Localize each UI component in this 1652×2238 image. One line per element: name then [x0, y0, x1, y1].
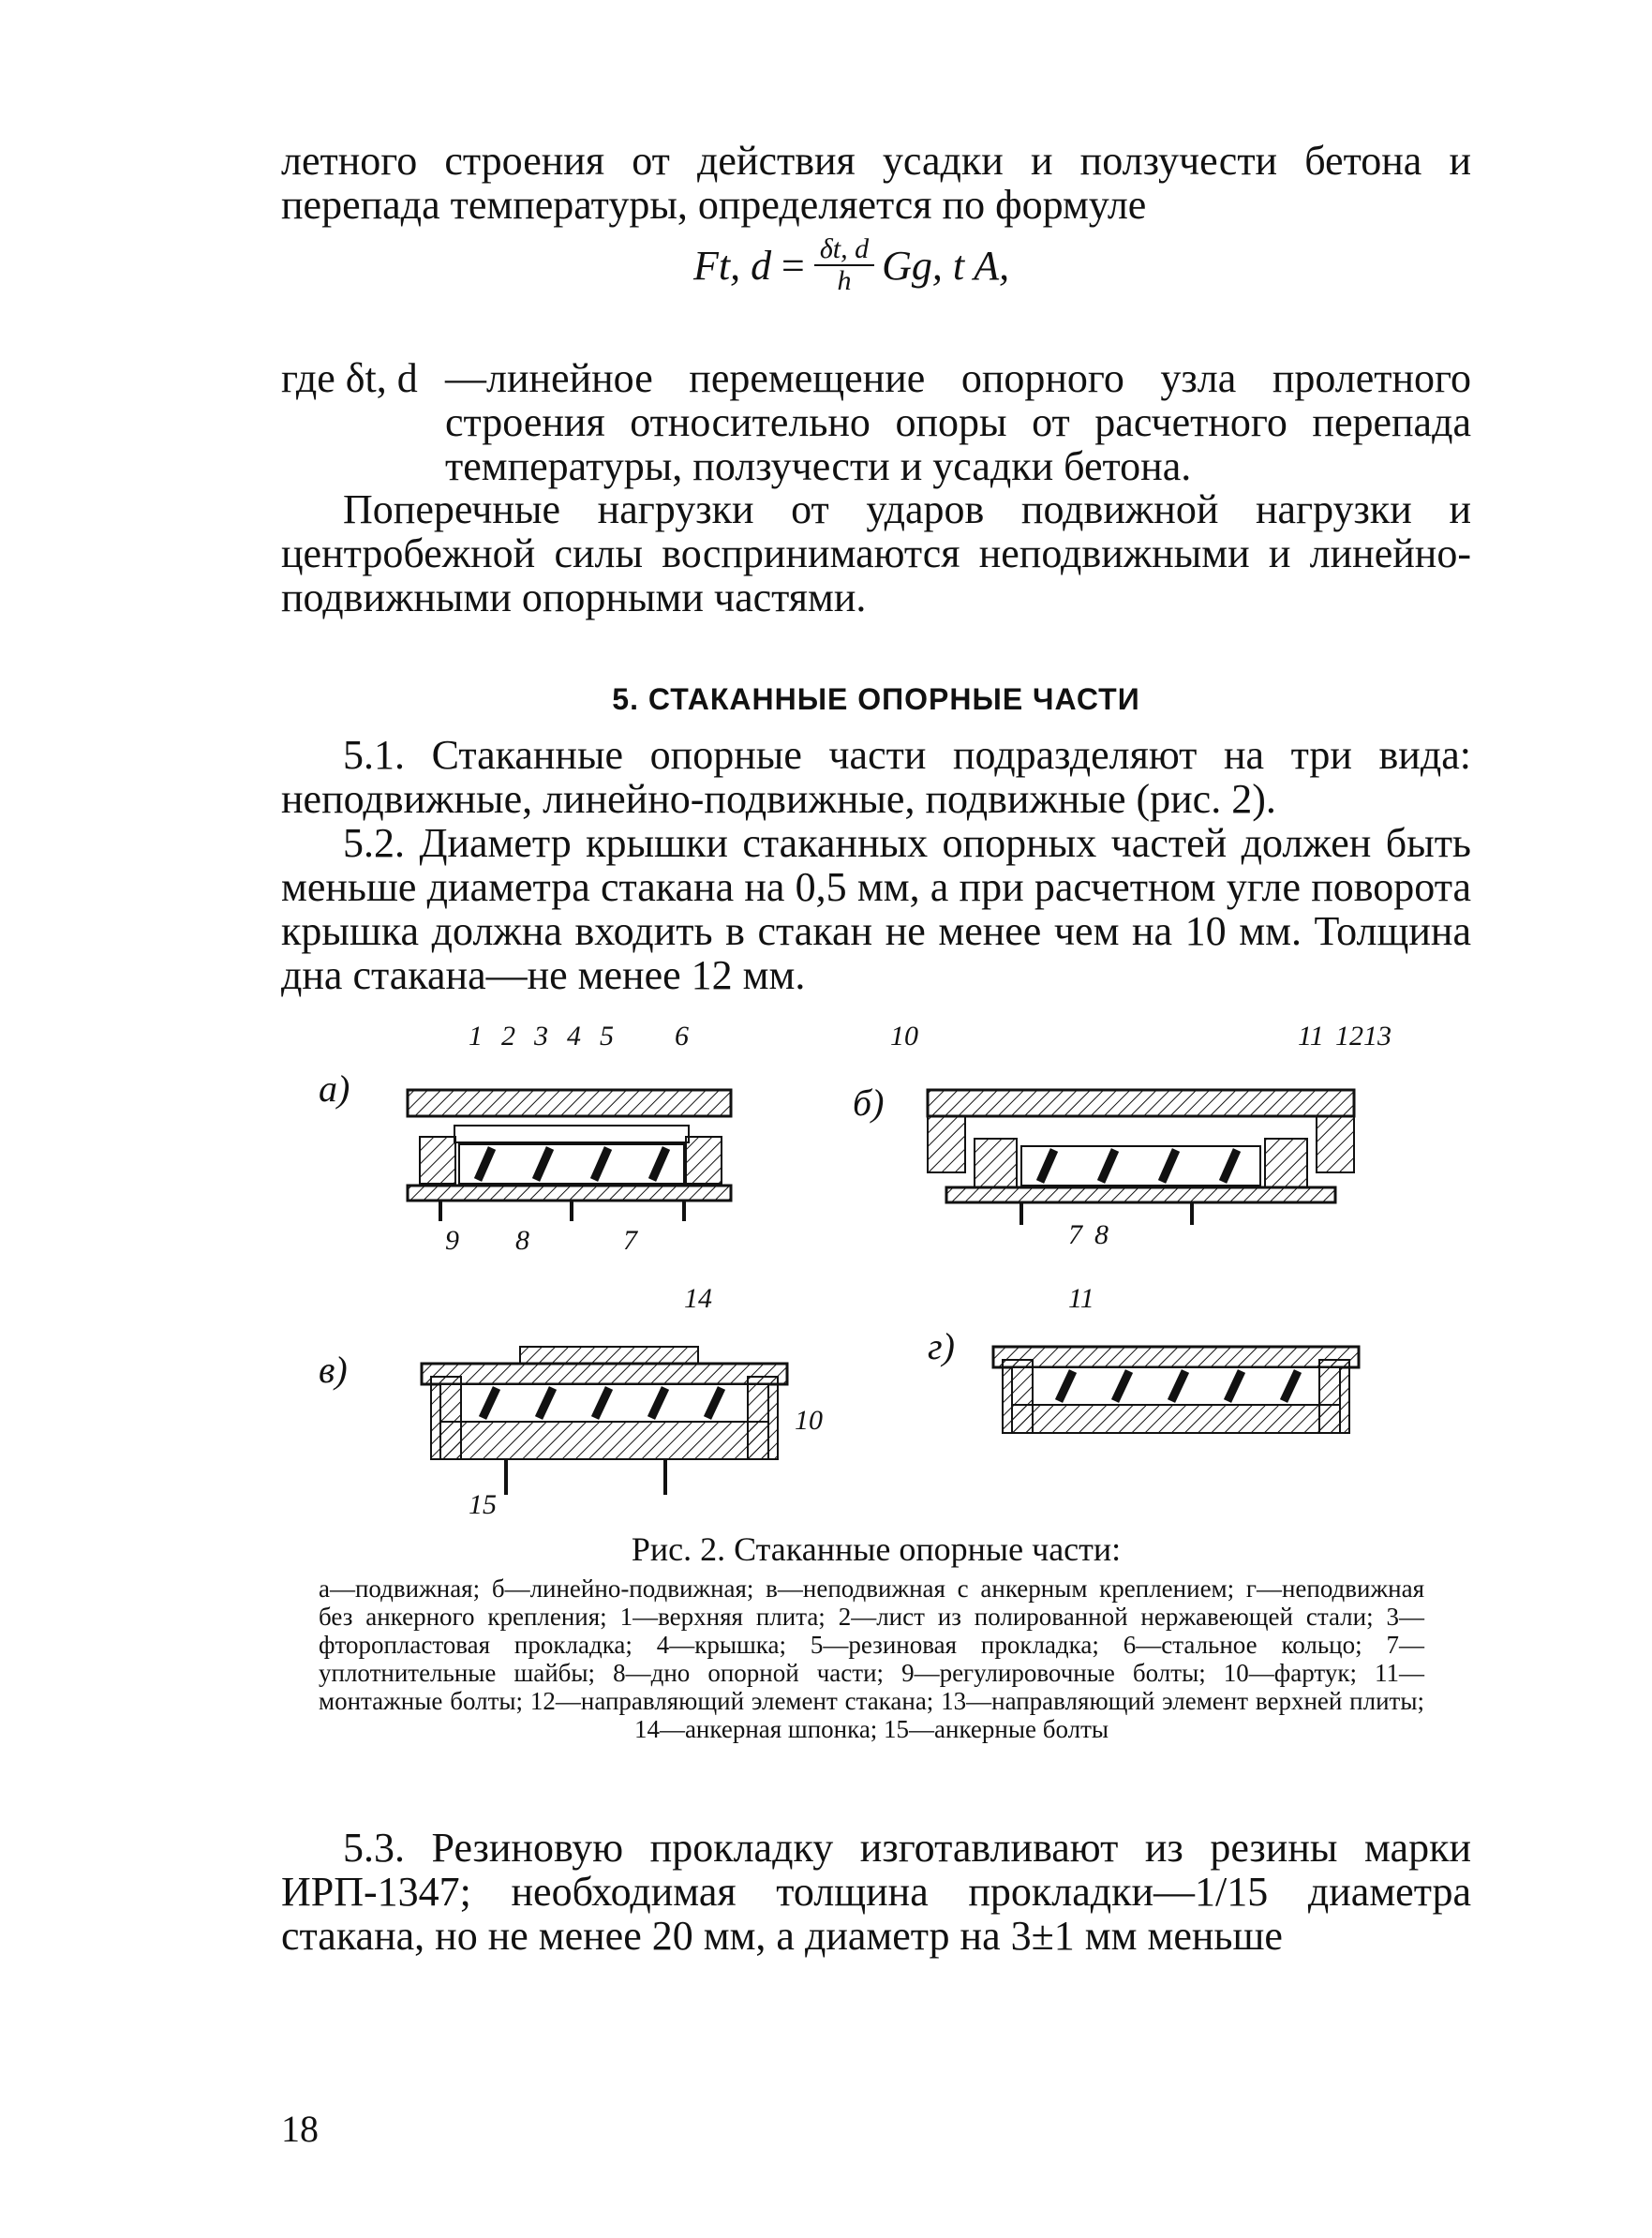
paragraph-5-1: 5.1. Стаканные опорные части подразделяют на три вида: неподвижные, линейно-подвижные, подвижные (рис. 2). [281, 732, 1471, 822]
paragraph-5-3: 5.3. Резиновую прокладку изготавливают из резины марки ИРП-1347; необходимая толщина прокладки—1/15 диаметра стакана, но не менее 20 мм, а диаметр на 3±1 мм меньше [281, 1825, 1471, 1959]
svg-text:4: 4 [567, 1026, 581, 1052]
where-text: —линейное перемещение опорного узла пролетного строения относительно опоры от расчетного перепада температуры, ползучести и усадки бетона. [445, 355, 1471, 489]
svg-text:13: 13 [1363, 1026, 1392, 1052]
top-plate-a [408, 1090, 731, 1116]
formula-lhs: Ft, d [693, 242, 772, 289]
intro-paragraph: летного строения от действия усадки и ползучести бетона и перепада температуры, определяется по формуле [281, 138, 1471, 228]
formula: Ft, d = $\frac{\delta t, d}{h}$ Gg, t A, [693, 233, 1010, 296]
transverse-paragraph: Поперечные нагрузки от ударов подвижной нагрузки и центробежной силы воспринимаются неподвижными и линейно-подвижными опорными частями. [281, 486, 1471, 620]
formula-denominator: h [837, 265, 852, 296]
svg-text:8: 8 [1094, 1219, 1109, 1250]
formula-numerator: δt, d [814, 234, 874, 266]
paragraph-5-2: 5.2. Диаметр крышки стаканных опорных частей должен быть меньше диаметра стакана на 0,5 мм, а при расчетном угле поворота крышка должна входить в стакан не менее чем на 10 мм. Толщина дна стакана—не менее 12 мм. [281, 820, 1471, 998]
panel-v-label: в) [319, 1349, 348, 1391]
figure-2-drawing [319, 1026, 1443, 1518]
panel-a-label: а) [319, 1067, 350, 1110]
svg-text:5: 5 [600, 1026, 614, 1052]
svg-text:11: 11 [1298, 1026, 1324, 1052]
where-prefix: где δt, d [281, 355, 418, 401]
svg-text:6: 6 [675, 1026, 689, 1052]
panel-b-label: б) [853, 1082, 885, 1124]
panel-b [853, 1026, 1392, 1250]
svg-text:9: 9 [445, 1225, 459, 1256]
svg-text:2: 2 [501, 1026, 515, 1052]
svg-text:8: 8 [515, 1225, 529, 1256]
svg-text:12: 12 [1335, 1026, 1363, 1052]
panel-a [319, 1026, 731, 1256]
svg-text:7: 7 [623, 1225, 637, 1256]
panel-g [928, 1283, 1359, 1433]
svg-text:15: 15 [469, 1489, 497, 1518]
panel-g-label: г) [928, 1325, 955, 1367]
svg-text:11: 11 [1068, 1283, 1094, 1314]
paragraph-5-3-block [281, 1826, 1471, 1958]
svg-text:3: 3 [534, 1026, 548, 1052]
section-heading: 5. СТАКАННЫЕ ОПОРНЫЕ ЧАСТИ [612, 682, 1140, 716]
panel-v [319, 1283, 823, 1518]
svg-text:10: 10 [795, 1405, 823, 1436]
figure-caption-text: а—подвижная; б—линейно-подвижная; в—неподвижная с анкерным креплением; г—неподвижная без анкерного крепления; 1—верхняя плита; 2—лист из полированной нержавеющей стали; 3—фторопластовая прокладка; 4—крышка; 5—резиновая прокладка; 6—стальное кольцо; 7—уплотнительные шайбы; 8—дно опорной части; 9—регулировочные болты; 10—фартук; 11—монтажные болты; 12—направляющий элемент стакана; 13—направляющий элемент верхней плиты; 14—анкерная шпонка; 15—анкерные болты [319, 1574, 1424, 1743]
svg-text:7: 7 [1068, 1219, 1082, 1250]
svg-text:14: 14 [684, 1283, 712, 1314]
where-definition [281, 355, 1471, 489]
formula-fraction [814, 234, 874, 296]
svg-text:10: 10 [890, 1026, 918, 1052]
section-block [281, 733, 1471, 997]
page-number: 18 [281, 2108, 319, 2150]
formula-rhs: Gg, t A, [882, 242, 1010, 289]
transverse-block [281, 487, 1471, 619]
intro-block [281, 139, 1471, 227]
figure-caption-title: Рис. 2. Стаканные опорные части: [631, 1530, 1122, 1568]
svg-text:1: 1 [469, 1026, 483, 1052]
